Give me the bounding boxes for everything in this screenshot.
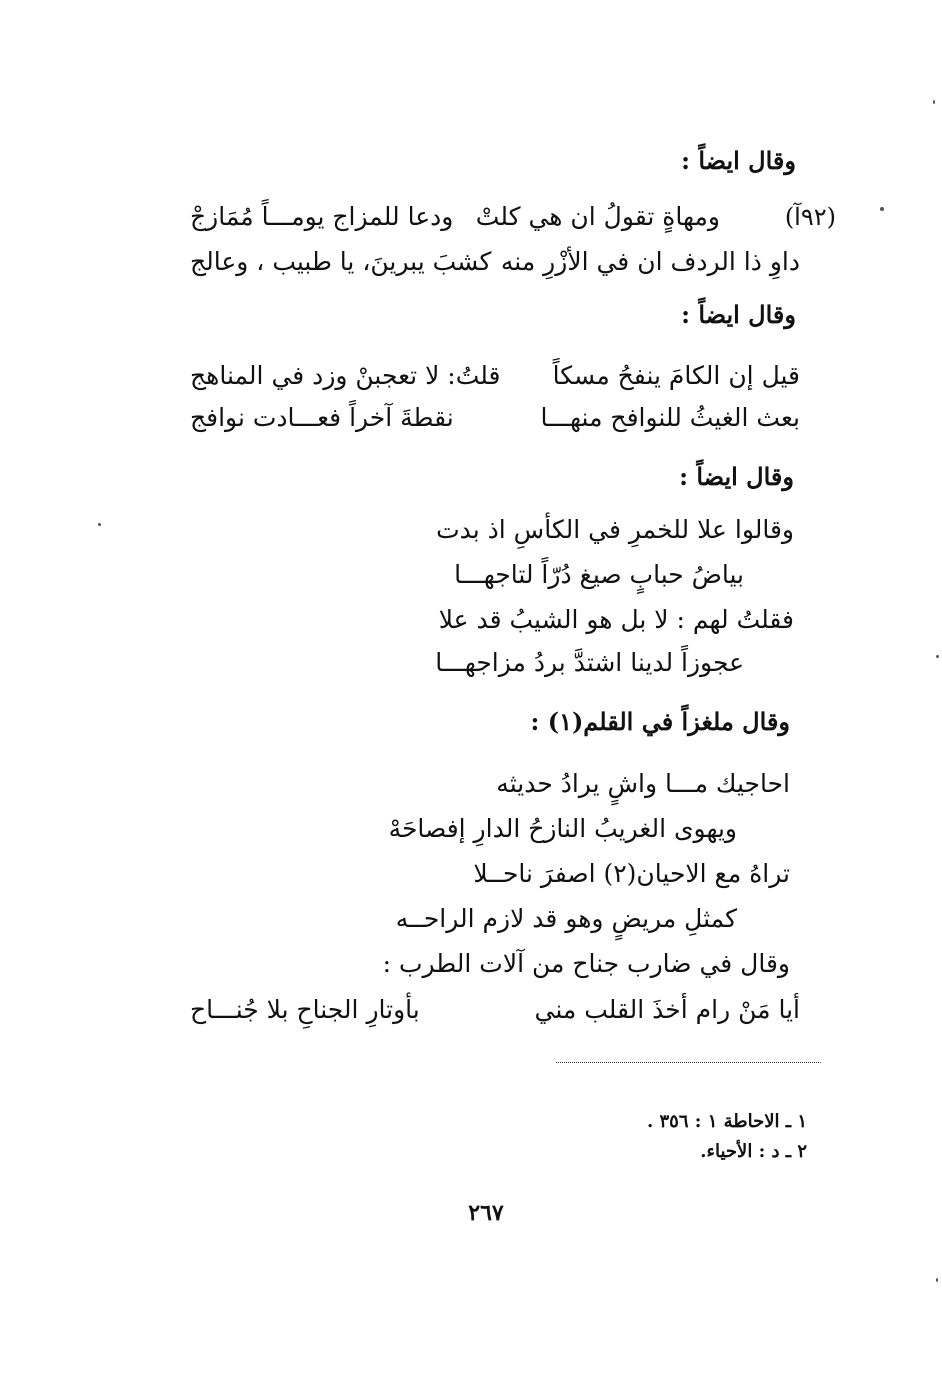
verse-second-hemistich: بأوتارِ الجناحِ بلا جُنـــاح xyxy=(190,995,420,1024)
page-number: ٢٦٧ xyxy=(468,1200,504,1226)
section-heading: وقال ايضاً : xyxy=(681,146,796,175)
verse-second-hemistich: قلتُ: لا تعجبنْ وزد في المناهج xyxy=(190,361,501,390)
verse-first-hemistich: أيا مَنْ رام أخذَ القلب مني xyxy=(534,995,800,1024)
scan-speck xyxy=(936,1278,938,1282)
verse-first-hemistich: بعث الغيثُ للنوافح منهـــا xyxy=(540,403,800,432)
poem-line: احاجيك مـــا واشٍ يرادُ حديثه xyxy=(496,769,790,798)
poem-line: عجوزاً لدينا اشتدَّ بردُ مزاجهـــا xyxy=(435,648,744,677)
footnote-divider xyxy=(556,1062,821,1063)
poem-line: كمثلِ مريضٍ وهو قد لازم الراحــه xyxy=(395,904,737,933)
verse xyxy=(190,199,720,235)
verse xyxy=(190,358,800,394)
poem-line: تراهُ مع الاحيان(٢) اصفرَ ناحــلا xyxy=(473,859,790,888)
verse-second-hemistich: ودعا للمزاج يومـــاً مُمَازجْ xyxy=(190,202,454,231)
poem-line: وقالوا علا للخمرِ في الكأسِ اذ بدت xyxy=(436,515,794,544)
scan-speck xyxy=(98,523,101,526)
footnote: ١ ـ الاحاطة ١ : ٣٥٦ . xyxy=(646,1111,807,1132)
section-heading: وقال في ضارب جناح من آلات الطرب : xyxy=(382,949,790,978)
verse-first-hemistich: ومهاةٍ تقولُ ان هي كلتْ xyxy=(475,202,720,231)
poem-number: (٩٢آ) xyxy=(784,203,836,231)
poem-line: ويهوى الغريبُ النازحُ الدارِ إفصاحَهْ xyxy=(388,814,737,843)
verse-first-hemistich: داوِ ذا الردف ان في الأزْرِ منه xyxy=(500,247,800,276)
scan-speck xyxy=(880,207,884,211)
poem-line: فقلتُ لهم : لا بل هو الشيبُ قد علا xyxy=(438,605,794,634)
verse xyxy=(190,992,800,1028)
poem-line: بياضُ حبابٍ صيغ دُرّاً لتاجهـــا xyxy=(454,560,744,589)
footnote: ٢ ـ د : الأحياء. xyxy=(700,1141,807,1162)
scan-speck xyxy=(936,655,939,658)
verse xyxy=(190,400,800,436)
verse-second-hemistich: كشبَ يبرينَ، يا طبيب ، وعالج xyxy=(190,247,492,276)
section-heading: وقال ملغزاً في القلم(١) : xyxy=(530,707,790,736)
verse-first-hemistich: قيل إن الكامَ ينفحُ مسكاً xyxy=(552,361,800,390)
verse xyxy=(190,244,800,280)
verse-second-hemistich: نقطةَ آخراً فعـــادت نوافج xyxy=(190,403,454,432)
scan-speck xyxy=(933,100,935,104)
section-heading: وقال ايضاً : xyxy=(681,300,796,329)
section-heading: وقال ايضاً : xyxy=(679,462,794,491)
